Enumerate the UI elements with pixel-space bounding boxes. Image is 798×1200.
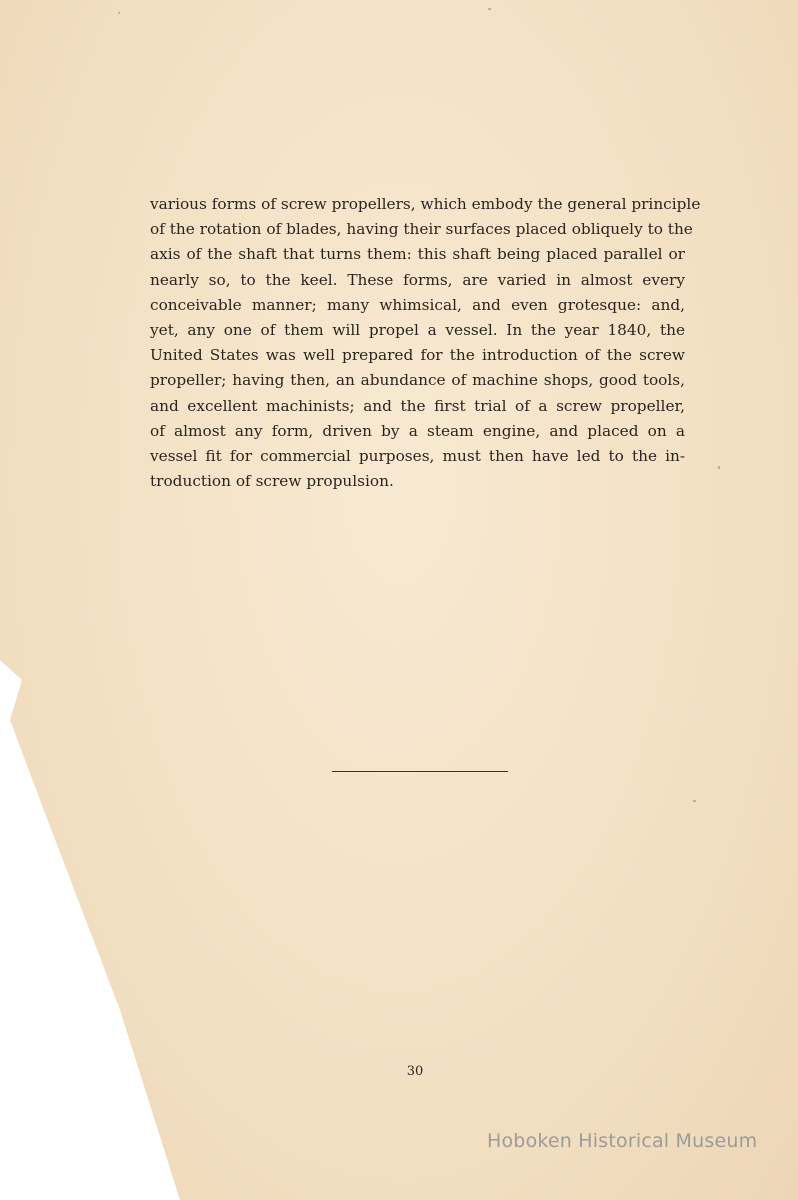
text-line: vessel fit for commercial purposes, must then have led to the in-: [150, 447, 685, 466]
text-line: conceivable manner; many whimsical, and even grotesque: and,: [150, 295, 685, 314]
text-line: propeller; having then, an abundance of machine shops, good tools,: [150, 371, 685, 390]
section-divider-rule: [332, 771, 508, 772]
text-line: and excellent machinists; and the first trial of a screw propeller,: [150, 396, 685, 415]
body-paragraph: [150, 192, 701, 494]
text-line: of the rotation of blades, having their surfaces placed obliquely to the: [150, 220, 693, 239]
paper-speck: [693, 800, 696, 802]
text-line: troduction of screw propulsion.: [150, 472, 394, 491]
text-line: nearly so, to the keel. These forms, are varied in almost every: [150, 270, 685, 289]
paper-speck: [488, 8, 491, 10]
text-line: axis of the shaft that turns them: this shaft being placed parallel or: [150, 245, 685, 264]
text-line: of almost any form, driven by a steam engine, and placed on a: [150, 421, 685, 440]
text-line: yet, any one of them will propel a vessel. In the year 1840, the: [150, 321, 685, 340]
paper-speck: [718, 466, 720, 469]
page-number: 30: [406, 1064, 424, 1079]
paper-speck: [118, 12, 120, 14]
text-line: various forms of screw propellers, which embody the general principle: [150, 195, 701, 213]
text-line: United States was well prepared for the introduction of the screw: [150, 346, 685, 365]
museum-watermark: Hoboken Historical Museum: [487, 1130, 758, 1152]
